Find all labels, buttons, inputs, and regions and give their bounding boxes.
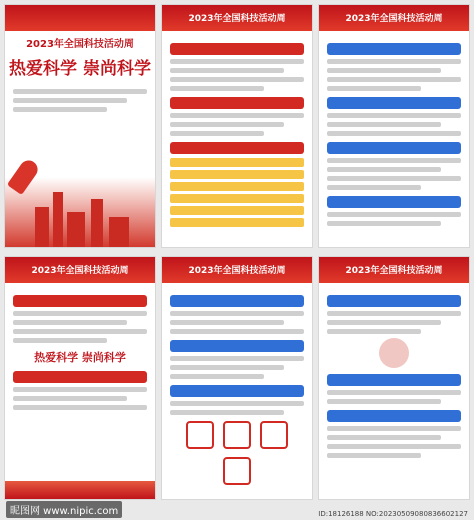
panel-header xyxy=(5,5,155,31)
panel-slogan: 热爱科学 崇尚科学 xyxy=(34,351,126,364)
section-header xyxy=(327,295,461,307)
panel-header xyxy=(5,257,155,283)
section-header xyxy=(170,43,304,55)
section-header xyxy=(327,410,461,422)
panel-activity-content xyxy=(161,256,313,500)
section-header xyxy=(170,295,304,307)
bottom-decoration xyxy=(5,481,155,499)
panel-content xyxy=(319,31,469,236)
section-header xyxy=(327,43,461,55)
poster-board xyxy=(4,4,470,500)
scientist-icon xyxy=(379,338,409,368)
icon-cards xyxy=(170,419,304,491)
panel-header xyxy=(319,257,469,283)
panel-significance xyxy=(318,4,470,248)
section-header xyxy=(170,97,304,109)
panel-title: 2023年全国科技活动周 xyxy=(345,14,443,24)
panel-header xyxy=(162,5,312,31)
section-header xyxy=(327,196,461,208)
site-watermark: 昵图网 www.nipic.com xyxy=(6,501,122,518)
panel-header xyxy=(319,5,469,31)
panel-content xyxy=(5,283,155,420)
section-header xyxy=(13,295,147,307)
section-header xyxy=(170,340,304,352)
highlight-list xyxy=(170,158,304,227)
card-icon xyxy=(223,421,251,449)
panel-title: 2023年全国科技活动周 xyxy=(188,14,286,24)
panel-title: 2023年全国科技活动周 xyxy=(188,266,286,276)
panel-content xyxy=(319,283,469,468)
card-icon xyxy=(260,421,288,449)
section-header xyxy=(13,371,147,383)
panel-achievements xyxy=(318,256,470,500)
cityscape-illustration xyxy=(5,177,155,247)
section-header xyxy=(170,142,304,154)
panel-content xyxy=(162,283,312,497)
hero-text xyxy=(5,79,155,122)
image-id: ID:18126188 NO:20230509080836602127 xyxy=(318,510,468,518)
panel-title: 2023年全国科技活动周 xyxy=(31,266,129,276)
panel-activity-intro xyxy=(161,4,313,248)
panel-hero xyxy=(4,4,156,248)
panel-content xyxy=(162,31,312,236)
panel-event-info xyxy=(4,256,156,500)
card-icon xyxy=(223,457,251,485)
panel-title: 2023年全国科技活动周 xyxy=(345,266,443,276)
hero-block xyxy=(5,35,155,122)
hero-slogan: 热爱科学 崇尚科学 xyxy=(9,59,151,79)
section-header xyxy=(327,374,461,386)
section-header xyxy=(327,142,461,154)
card-icon xyxy=(186,421,214,449)
section-header xyxy=(327,97,461,109)
hero-title: 2023年全国科技活动周 xyxy=(26,39,134,50)
section-header xyxy=(170,385,304,397)
panel-header xyxy=(162,257,312,283)
